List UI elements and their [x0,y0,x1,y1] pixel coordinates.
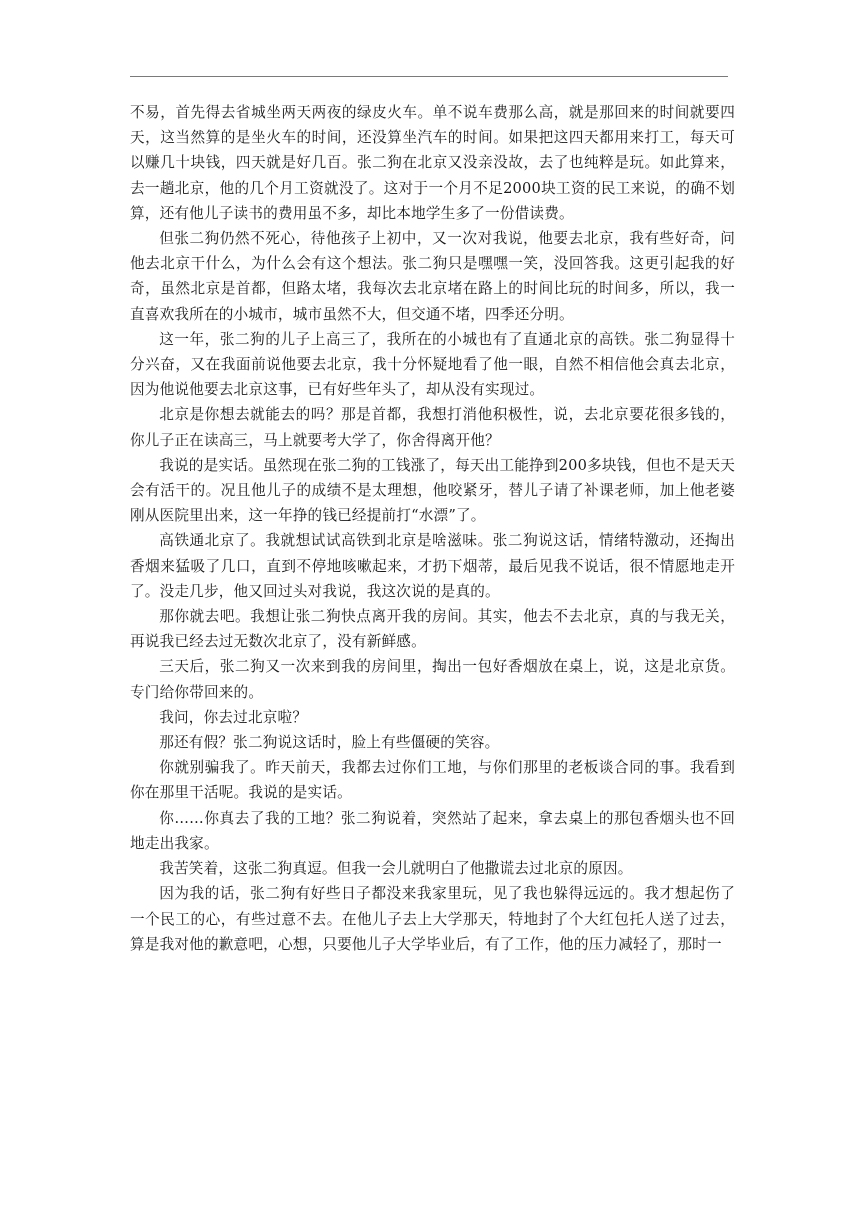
paragraph: 那还有假？张二狗说这话时，脸上有些僵硬的笑容。 [159,734,500,752]
paragraph: 不易，首先得去省城坐两天两夜的绿皮火车。单不说车费那么高，就是那回来的时间就要四天，这当然算的是坐火车的时间，还没算坐汽车的时间。如果把这四天都用来打工，每天可以赚几十块钱，四天就是好几百。张二狗在北京又没亲没故，去了也纯粹是玩。如此算来，去一趟北京，他的几个月工资就没了。这对于一个月不足2000块工资的民工来说，的确不划算，还有他儿子读书的费用虽不多，却比本地学生多了一份借读费。 [130,104,735,222]
paragraph: 你就别骗我了。昨天前天，我都去过你们工地，与你们那里的老板谈合同的事。我看到你在那里干活呢。我说的是实话。 [130,759,735,802]
paragraph: 但张二狗仍然不死心，待他孩子上初中，又一次对我说，他要去北京，我有些好奇，问他去北京干什么，为什么会有这个想法。张二狗只是嘿嘿一笑，没回答我。这更引起我的好奇，虽然北京是首都，但路太堵，我每次去北京堵在路上的时间比玩的时间多，所以，我一直喜欢我所在的小城市，城市虽然不大，但交通不堵，四季还分明。 [130,230,735,323]
paragraph: 因为我的话，张二狗有好些日子都没来我家里玩，见了我也躲得远远的。我才想起伤了一个民工的心，有些过意不去。在他儿子去上大学那天，特地封了个大红包托人送了过去，算是我对他的歉意吧，心想，只要他儿子大学毕业后，有了工作，他的压力减轻了，那时一 [130,885,735,953]
paragraph: 我苦笑着，这张二狗真逗。但我一会儿就明白了他撒谎去过北京的原因。 [159,860,633,878]
paragraph: 高铁通北京了。我就想试试高铁到北京是啥滋味。张二狗说这话，情绪特激动，还掏出香烟来猛吸了几口，直到不停地咳嗽起来，才扔下烟蒂，最后见我不说话，很不情愿地走开了。没走几步，他又回过头对我说，我这次说的是真的。 [130,532,735,600]
paragraph: 北京是你想去就能去的吗？那是首都，我想打消他积极性，说，去北京要花很多钱的，你儿子正在读高三，马上就要考大学了，你舍得离开他？ [130,406,735,449]
paragraph: 我问，你去过北京啦？ [159,708,308,726]
document-body [130,100,735,957]
paragraph: 三天后，张二狗又一次来到我的房间里，掏出一包好香烟放在桌上，说，这是北京货。专门给你带回来的。 [130,658,735,701]
paragraph: 这一年，张二狗的儿子上高三了，我所在的小城也有了直通北京的高铁。张二狗显得十分兴奋，又在我面前说他要去北京，我十分怀疑地看了他一眼，自然不相信他会真去北京，因为他说他要去北京这事，已有好些年头了，却从没有实现过。 [130,330,735,399]
paragraph: 你……你真去了我的工地？张二狗说着，突然站了起来，拿去桌上的那包香烟头也不回地走出我家。 [130,809,735,852]
header-rule [130,76,728,77]
paragraph: 我说的是实话。虽然现在张二狗的工钱涨了，每天出工能挣到200多块钱，但也不是天天会有活干的。况且他儿子的成绩不是太理想，他咬紧牙，替儿子请了补课老师，加上他老婆刚从医院里出来，这一年挣的钱已经提前打“水漂”了。 [130,456,736,525]
paragraph: 那你就去吧。我想让张二狗快点离开我的房间。其实，他去不去北京，真的与我无关，再说我已经去过无数次北京了，没有新鲜感。 [130,608,735,651]
